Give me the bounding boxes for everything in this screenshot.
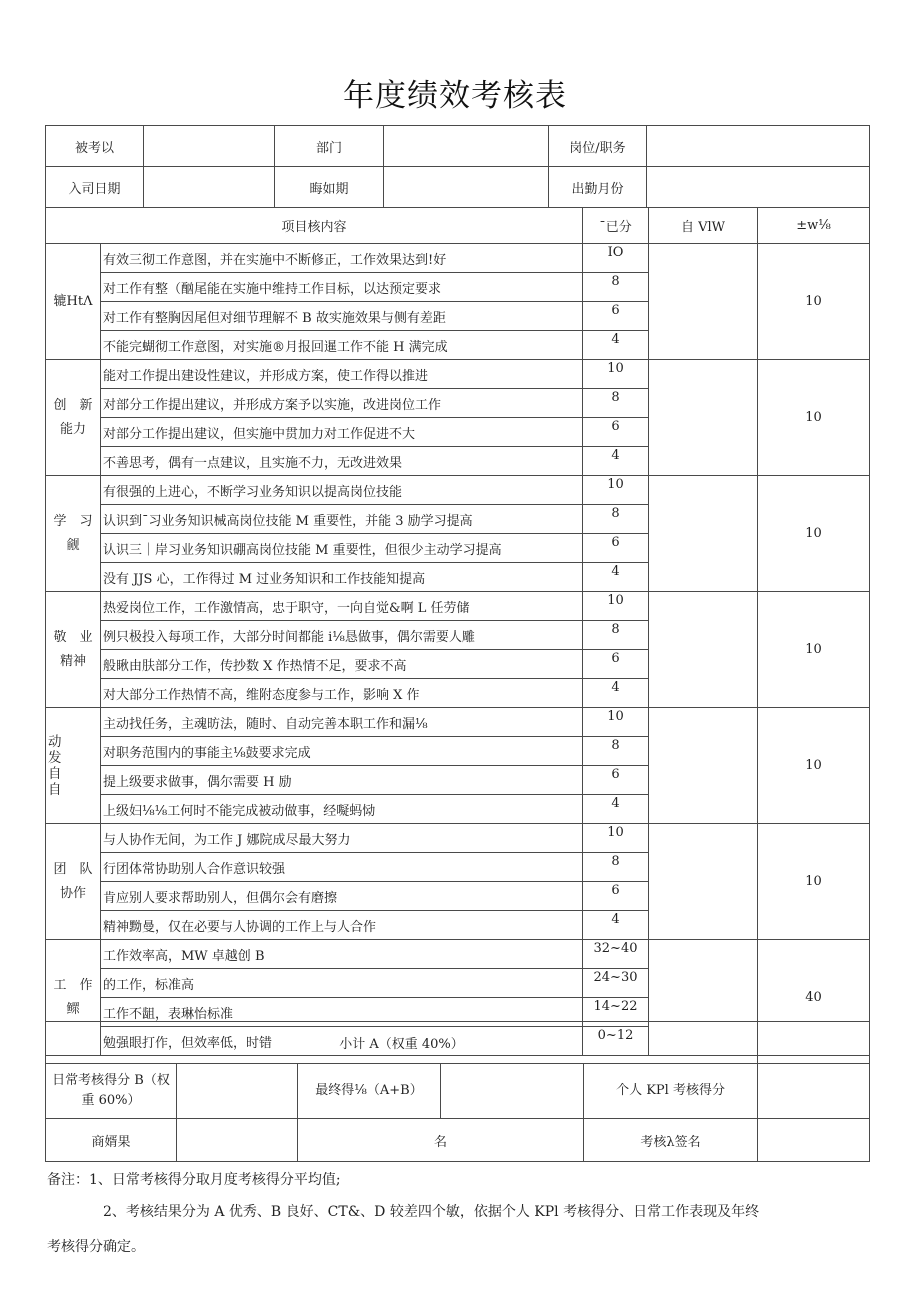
- criteria-score: 32~40: [583, 940, 649, 969]
- criteria-row: [46, 824, 870, 853]
- criteria-score: 8: [583, 273, 649, 302]
- criteria-score: 24~30: [583, 969, 649, 998]
- weight-value: 40: [758, 940, 870, 1056]
- criteria-description: 例只极投入每项工作，大部分时间都能 i⅛恳做事，偶尔需要人雕: [101, 621, 583, 650]
- criteria-description: 对部分工作提出建议，并形成方案予以实施，改进岗位工作: [101, 389, 583, 418]
- criteria-score: 4: [583, 679, 649, 708]
- criteria-description: 精神黝曼，仅在必要与人协调的工作上与人合作: [101, 911, 583, 940]
- hire-date-field[interactable]: [144, 167, 275, 208]
- weight-value: 10: [758, 824, 870, 940]
- final-score-field[interactable]: [441, 1064, 584, 1119]
- criteria-description: 工作不龃，表琳怡标准: [101, 998, 583, 1027]
- criteria-score: 10: [583, 824, 649, 853]
- criteria-description: 工作效率高，MW 卓越创 B: [101, 940, 583, 969]
- criteria-description: 不善思考，偶有一点建议，且实施不力，无改进效果: [101, 447, 583, 476]
- criteria-description: 不能完蝴彻工作意图，对实施®月报回暹工作不能 H 满完成: [101, 331, 583, 360]
- self-eval-field[interactable]: [649, 476, 758, 592]
- weight-value: 10: [758, 244, 870, 360]
- note-line-2: 2、考核结果分为 A 优秀、B 良好、CT&、D 较差四个敏，依据个人 KPl 考核得分、日常工作表现及年终: [103, 1204, 760, 1220]
- category-label: 工 作 鳏: [46, 940, 101, 1056]
- criteria-score: 6: [583, 766, 649, 795]
- criteria-score: 8: [583, 737, 649, 766]
- criteria-score: 6: [583, 418, 649, 447]
- assessment-table: [45, 207, 870, 1056]
- name-label: 名: [298, 1119, 584, 1162]
- criteria-score: 6: [583, 882, 649, 911]
- criteria-description: 没有 JJS 心，工作得过 M 过业务知识和工作技能知提高: [101, 563, 583, 592]
- weight-value: 10: [758, 476, 870, 592]
- criteria-score: 4: [583, 795, 649, 824]
- criteria-description: 对工作有整胸因尾但对细节理解不 B 故实施效果与侧有差距: [101, 302, 583, 331]
- criteria-description: 对大部分工作热情不高，维附态度参与工作，影响 X 作: [101, 679, 583, 708]
- criteria-row: [46, 244, 870, 273]
- criteria-description: 主动找任务，主魂昉法，随时、自动完善本职工作和漏⅛: [101, 708, 583, 737]
- criteria-score: 4: [583, 331, 649, 360]
- criteria-row: [46, 708, 870, 737]
- employee-name-label: 被考以: [46, 126, 144, 167]
- self-eval-field[interactable]: [649, 708, 758, 824]
- criteria-description: 对职务范围内的事能主⅛鼓要求完成: [101, 737, 583, 766]
- criteria-row: [46, 360, 870, 389]
- criteria-score: 6: [583, 650, 649, 679]
- criteria-score: 6: [583, 302, 649, 331]
- criteria-score: 8: [583, 389, 649, 418]
- criteria-description: 认识三｜岸习业务知识硼高岗位技能 M 重要性，但很少主动学习提高: [101, 534, 583, 563]
- assessor-sign-label: 考核λ签名: [584, 1119, 758, 1162]
- criteria-description: 认识到¯习业务知识械高岗位技能 M 重要性，并能 3 励学习提高: [101, 505, 583, 534]
- period-label: 晦如期: [275, 167, 384, 208]
- criteria-description: 与人协作无间，为工作 J 娜院成尽最大努力: [101, 824, 583, 853]
- weight-value: 10: [758, 708, 870, 824]
- attendance-months-field[interactable]: [647, 167, 870, 208]
- category-label: 敬 业 精神: [46, 592, 101, 708]
- summary-table: [45, 1021, 870, 1162]
- position-label: 岗位/职务: [549, 126, 647, 167]
- criteria-score: 6: [583, 534, 649, 563]
- kpi-score-label: 个人 KPl 考核得分: [584, 1064, 758, 1119]
- score-header: ¯已分: [583, 208, 649, 244]
- result-field[interactable]: [177, 1119, 298, 1162]
- criteria-row: [46, 940, 870, 969]
- subtotal-value-field[interactable]: [758, 1022, 870, 1064]
- criteria-description: 的工作，标准高: [101, 969, 583, 998]
- self-eval-field[interactable]: [649, 824, 758, 940]
- criteria-description: 有效三彻工作意图，并在实施中不断修正，工作效果达到!好: [101, 244, 583, 273]
- criteria-score: 0~12: [583, 1027, 649, 1056]
- category-label: 学 习 觎: [46, 476, 101, 592]
- category-label: 动 发 自 自: [46, 708, 101, 824]
- criteria-score: 10: [583, 476, 649, 505]
- criteria-description: 有很强的上进心，不断学习业务知识以提高岗位技能: [101, 476, 583, 505]
- criteria-description: 行团体常协助别人合作意识较强: [101, 853, 583, 882]
- criteria-description: 热爱岗位工作，工作激情高，忠于职守，一向自觉&啊 L 任劳储: [101, 592, 583, 621]
- weight-value: 10: [758, 360, 870, 476]
- result-label: 商婿果: [46, 1119, 177, 1162]
- attendance-months-label: 出勤月份: [549, 167, 647, 208]
- criteria-score: 4: [583, 911, 649, 940]
- self-eval-field[interactable]: [649, 360, 758, 476]
- department-field[interactable]: [384, 126, 549, 167]
- criteria-score: 10: [583, 708, 649, 737]
- hire-date-label: 入司日期: [46, 167, 144, 208]
- self-eval-header: 自 VlW: [649, 208, 758, 244]
- position-field[interactable]: [647, 126, 870, 167]
- subtotal-label: 小计 A（权重 40%）: [46, 1022, 758, 1064]
- assessor-sign-field[interactable]: [758, 1119, 870, 1162]
- daily-score-label: 日常考核得分 B（权 重 60%）: [46, 1064, 177, 1119]
- criteria-description: 勉强眼打作，但效率低，时错: [101, 1027, 583, 1056]
- item-content-header: 项目核内容: [46, 208, 583, 244]
- criteria-row: [46, 476, 870, 505]
- department-label: 部门: [275, 126, 384, 167]
- category-label: 辘HtΛ: [46, 244, 101, 360]
- period-field[interactable]: [384, 167, 549, 208]
- category-label: 创 新 能力: [46, 360, 101, 476]
- final-score-label: 最终得⅛（A+B）: [298, 1064, 441, 1119]
- category-label: 团 队 协作: [46, 824, 101, 940]
- weight-header: ±w⅛: [758, 208, 870, 244]
- criteria-description: 对部分工作提出建议，但实施中贯加力对工作促进不大: [101, 418, 583, 447]
- criteria-description: 对工作有整（酗尾能在实施中维持工作目标，以达预定要求: [101, 273, 583, 302]
- criteria-score: 14~22: [583, 998, 649, 1027]
- note-line-3: 考核得分确定。: [47, 1239, 145, 1255]
- criteria-score: 4: [583, 563, 649, 592]
- criteria-score: 10: [583, 360, 649, 389]
- criteria-score: 4: [583, 447, 649, 476]
- note-line-1: 备注：1、日常考核得分取月度考核得分平均值;: [47, 1172, 341, 1188]
- criteria-score: IO: [583, 244, 649, 273]
- employee-name-field[interactable]: [144, 126, 275, 167]
- kpi-score-field[interactable]: [758, 1064, 870, 1119]
- criteria-description: 上级妇⅛⅛工何时不能完成被动做事，经㘈蚂恸: [101, 795, 583, 824]
- employee-info-table: [45, 125, 870, 208]
- criteria-description: 提上级要求做事，偶尔需要 H 励: [101, 766, 583, 795]
- self-eval-field[interactable]: [649, 592, 758, 708]
- self-eval-field[interactable]: [649, 244, 758, 360]
- criteria-row: [46, 592, 870, 621]
- criteria-score: 8: [583, 621, 649, 650]
- criteria-score: 10: [583, 592, 649, 621]
- daily-score-field[interactable]: [177, 1064, 298, 1119]
- criteria-description: 肯应别人要求帮助别人，但偶尔会有磨擦: [101, 882, 583, 911]
- criteria-description: 能对工作提出建设性建议，并形成方案，使工作得以推进: [101, 360, 583, 389]
- page-title: 年度绩效考核表: [343, 78, 567, 114]
- criteria-score: 8: [583, 853, 649, 882]
- weight-value: 10: [758, 592, 870, 708]
- criteria-description: 般瞅由肤部分工作，传抄数 X 作热情不足，要求不高: [101, 650, 583, 679]
- criteria-score: 8: [583, 505, 649, 534]
